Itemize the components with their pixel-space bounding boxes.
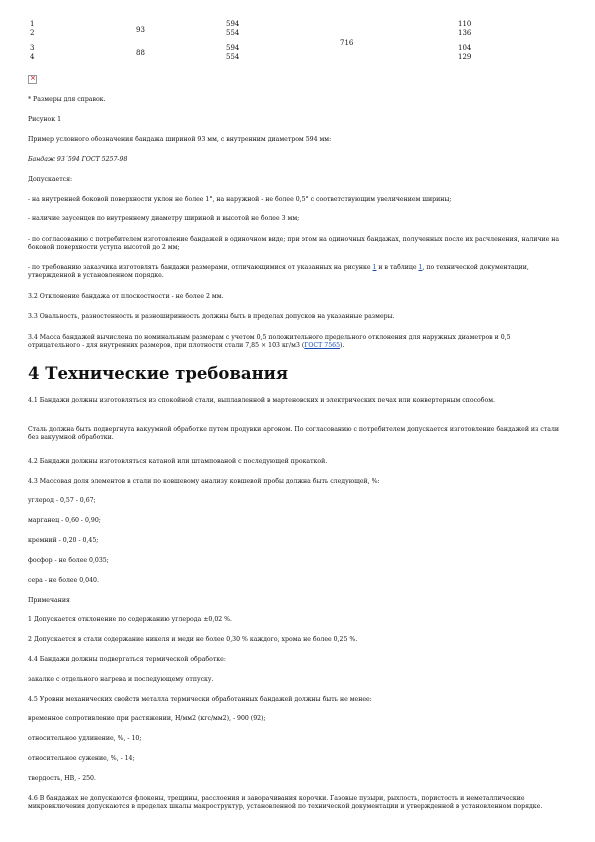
chem-phosphorus: фосфор - не более 0,035; bbox=[28, 557, 109, 564]
table-cell-h: 136 bbox=[458, 29, 472, 37]
clause-4-4-b: закалке с отдельного нагрева и последующему отпуску. bbox=[28, 676, 214, 683]
chem-silicon: кремний - 0,20 - 0,45; bbox=[28, 537, 99, 544]
section-heading: 4 Технические требования bbox=[28, 364, 289, 383]
table-cell-outer: 716 bbox=[340, 39, 354, 47]
allowed-item: - по согласованию с потребителем изготовление бандажей в одиночном виде; при этом на одиночных бандажах, полученных после их расчленения, наличие на боковой поверхности уступа высотой до 2 мм; bbox=[28, 236, 560, 252]
table-cell-diam: 554 bbox=[226, 53, 240, 61]
example-intro: Пример условного обозначения бандажа шириной 93 мм, с внутренним диаметром 594 мм: bbox=[28, 136, 332, 143]
table-cell-diam: 594 bbox=[226, 44, 240, 52]
clause-4-6: 4.6 В бандажах не допускаются флокены, трещины, расслоения и заворачивания корочки. Газовые пузыри, рыхлость, пористость и неметаллические микровключения допускаются в пределах шкалы макроструктур, установленной по технической документации и утвержденной в установленном порядке. bbox=[28, 795, 543, 811]
figure-link[interactable]: 1 bbox=[372, 264, 377, 271]
table-cell-h: 110 bbox=[458, 20, 472, 28]
clause-3-4 bbox=[28, 334, 563, 350]
text-run: , по технической документации, утвержденной в установленном порядке. bbox=[28, 264, 529, 280]
mech-property: относительное сужение, %, - 14; bbox=[28, 755, 135, 762]
table-link[interactable]: 1 bbox=[418, 264, 423, 271]
clause-4-4: 4.4 Бандажи должны подвергаться термической обработке: bbox=[28, 656, 226, 663]
figure-caption: Рисунок 1 bbox=[28, 116, 62, 123]
table-cell-diam: 594 bbox=[226, 20, 240, 28]
clause-4-3: 4.3 Массовая доля элементов в стали по ковшевому анализу ковшевой пробы должна быть следующей, %: bbox=[28, 478, 380, 485]
clause-3-3: 3.3 Овальность, разностенность и разноширинность должны быть в пределах допусков на указанные размеры. bbox=[28, 313, 395, 320]
broken-image-icon: × bbox=[30, 74, 36, 82]
table-cell-h: 104 bbox=[458, 44, 472, 52]
notes-title: Примечания bbox=[28, 597, 70, 604]
gost-link[interactable]: ГОСТ 7565 bbox=[304, 342, 341, 350]
table-cell-num: 4 bbox=[30, 53, 35, 61]
allowed-item-4 bbox=[28, 264, 563, 280]
footnote: * Размеры для справок. bbox=[28, 96, 106, 103]
text-run: - по требованию заказчика изготовлять бандажи размерами, отличающимися от указанных на рисунке bbox=[28, 264, 373, 271]
table-cell-num: 3 bbox=[30, 44, 35, 52]
table-cell-diam: 554 bbox=[226, 29, 240, 37]
text-run: 3.4 Масса бандажей вычислена по номинальным размерам с учетом 0,5 положительного предельного отклонения для наружных диаметров и 0,5 отрицательного - для внутренних размеров, при плотности стали 7,85 × 103 кг/м3 ( bbox=[28, 334, 511, 350]
note-2: 2 Допускается в стали содержание никеля и меди не более 0,30 % каждого, хрома не более 0,25 %. bbox=[28, 636, 358, 643]
allowed-item: - наличие заусенцев по внутреннему диаметру шириной и высотой не более 3 мм; bbox=[28, 215, 300, 222]
text-run: ). bbox=[340, 342, 345, 350]
allowed-title: Допускается: bbox=[28, 176, 73, 183]
table-cell-width: 93 bbox=[136, 26, 145, 34]
clause-4-2: 4.2 Бандажи должны изготовляться катаной или штампованой с последующей прокаткой. bbox=[28, 458, 328, 465]
mech-property: относительное удлинение, %, - 10; bbox=[28, 735, 142, 742]
table-cell-width: 88 bbox=[136, 49, 145, 57]
chem-sulfur: сера - не более 0,040. bbox=[28, 577, 99, 584]
clause-4-1: 4.1 Бандажи должны изготовляться из спокойной стали, выплавленной в мартеновских и электрических печах или конвертерным способом. bbox=[28, 397, 496, 404]
clause-4-1-b: Сталь должна быть подвергнута вакуумной обработке путем продувки аргоном. По согласованию с потребителем допускается изготовление бандажей из стали без вакуумной обработки. bbox=[28, 426, 560, 442]
text-run: и в таблице bbox=[376, 264, 419, 271]
table-cell-h: 129 bbox=[458, 53, 472, 61]
clause-4-5: 4.5 Уровни механических свойств металла термически обработанных бандажей должны быть не менее: bbox=[28, 696, 372, 703]
note-1: 1 Допускается отклонение по содержанию углерода ±0,02 %. bbox=[28, 616, 233, 623]
clause-3-2: 3.2 Отклонение бандажа от плоскостности - не более 2 мм. bbox=[28, 293, 224, 300]
mech-property: твердость, НВ, - 250. bbox=[28, 775, 96, 782]
mech-property: временное сопротивление при растяжении, Н/мм2 (кгс/мм2), - 900 (92); bbox=[28, 715, 266, 722]
chem-carbon: углерод - 0,57 - 0,67; bbox=[28, 497, 96, 504]
example-designation: Бандаж 93´594 ГОСТ 5257-98 bbox=[28, 156, 128, 163]
table-cell-num: 1 bbox=[30, 20, 35, 28]
allowed-item: - на внутренней боковой поверхности уклон не более 1°, на наружной - не более 0,5° с соответствующим увеличением ширины; bbox=[28, 196, 452, 203]
chem-manganese: марганец - 0,60 - 0,90; bbox=[28, 517, 101, 524]
table-cell-num: 2 bbox=[30, 29, 35, 37]
